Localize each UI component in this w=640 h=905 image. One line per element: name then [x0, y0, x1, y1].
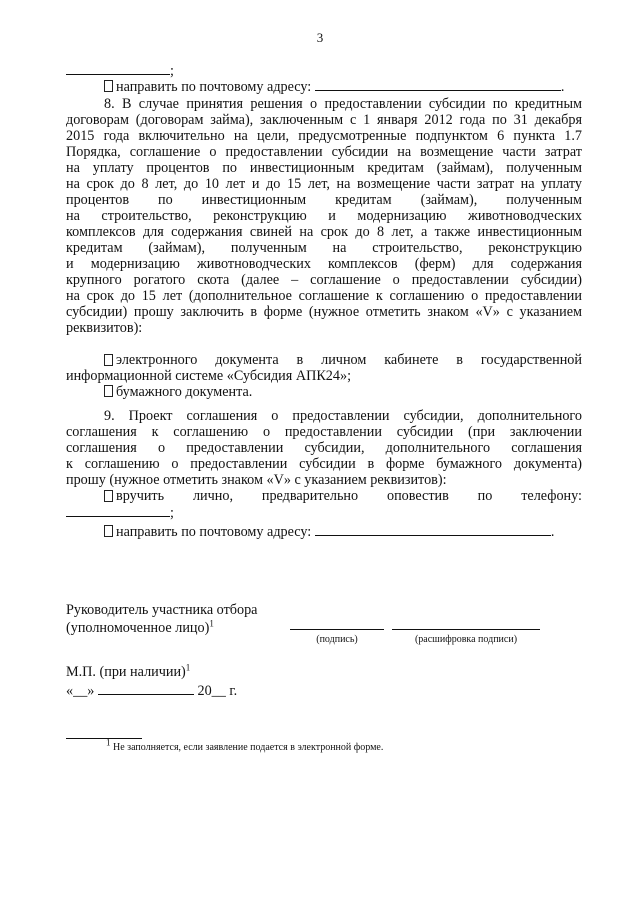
paragraph-line: на уплату процентов по инвестиционным кредитам (займам), полученным	[66, 160, 582, 176]
phone-blank[interactable]	[66, 62, 170, 75]
footnote-divider	[66, 738, 142, 739]
stamp-date-block	[66, 664, 582, 698]
checkbox-icon[interactable]	[104, 490, 113, 502]
mail-option-line: направить по почтовому адресу: .	[66, 78, 582, 94]
option-electronic-label: электронного документа в личном кабинете в государственной	[116, 352, 582, 368]
paragraph-line: соглашения к соглашению о предоставлении субсидии (при заключении	[66, 424, 582, 440]
paragraph-line: 2015 года включительно на цели, предусмотренные подпунктом 6 пункта 1.7	[66, 128, 582, 144]
item-9-paragraph	[66, 408, 582, 539]
paragraph-line: договорам (договорам займа), заключенным с 1 января 2012 года по 31 декабря	[66, 112, 582, 128]
paragraph-line: комплексов для содержания свиней на срок до 8 лет, а также инвестиционным	[66, 224, 582, 240]
option-mail[interactable]: направить по почтовому адресу: .	[66, 523, 582, 539]
decoding-caption: (расшифровка подписи)	[414, 634, 518, 645]
head-label-cont: (уполномоченное лицо)$^1$	[66, 618, 214, 636]
paragraph-line: на срок до 8 лет, до 10 лет и до 15 лет, на возмещение части затрат на уплату	[66, 176, 582, 192]
checkbox-icon[interactable]	[104, 385, 113, 397]
item-8-paragraph	[66, 96, 582, 336]
phone-blank-line: ;	[66, 62, 582, 78]
paragraph-line: на срок до 15 лет (дополнительное соглашение к соглашению о предоставлении	[66, 288, 582, 304]
address-blank[interactable]	[315, 523, 551, 536]
stamp-label: М.П. (при наличии)$^1$	[66, 662, 191, 680]
paragraph-line: 9. Проект соглашения о предоставлении субсидии, дополнительного	[104, 408, 582, 424]
footnote-text: Не заполняется, если заявление подается в электронной форме.	[113, 742, 384, 753]
option-hand-label: вручить лично, предварительно оповестив по телефону:	[116, 488, 582, 504]
page-number: 3	[316, 30, 324, 45]
top-continuation	[66, 62, 582, 94]
date-line	[66, 682, 582, 698]
paragraph-line: соглашения о предоставлении субсидии, дополнительного соглашения	[66, 440, 582, 456]
item-8-options	[66, 352, 582, 400]
signature-block	[66, 602, 582, 636]
option-paper[interactable]	[66, 384, 582, 400]
paragraph-line: реквизитов):	[66, 320, 143, 336]
checkbox-icon[interactable]	[104, 80, 113, 92]
paragraph-line: субсидии) прошу заключить в форме (нужное отметить знаком «V» с указанием	[66, 304, 582, 320]
option-hand[interactable]	[66, 488, 582, 504]
footnote	[106, 737, 384, 756]
option-electronic[interactable]	[66, 352, 582, 368]
paragraph-line: к соглашению о предоставлении субсидии в форме бумажного документа)	[66, 456, 582, 472]
option-paper-label: бумажного документа.	[116, 384, 253, 400]
paragraph-line: 8. В случае принятия решения о предоставлении субсидии по кредитным	[104, 96, 582, 112]
date-day[interactable]: «__»	[66, 683, 95, 699]
signature-decoding-field[interactable]	[392, 629, 540, 630]
date-year[interactable]: 20__ г.	[197, 683, 238, 699]
paragraph-line: и модернизацию животноводческих комплексов (ферм) для содержания	[66, 256, 582, 272]
phone-blank[interactable]	[66, 504, 170, 517]
checkbox-icon[interactable]	[104, 525, 113, 537]
footnote-number: 1	[106, 737, 111, 748]
head-label: Руководитель участника отбора	[66, 602, 258, 618]
option-mail-label: направить по почтовому адресу:	[116, 524, 312, 540]
signature-caption: (подпись)	[316, 634, 358, 645]
paragraph-line: процентов по инвестиционным кредитам (займам), полученным	[66, 192, 582, 208]
mail-option-label: направить по почтовому адресу:	[116, 79, 312, 95]
date-month-blank[interactable]	[98, 682, 194, 695]
address-blank[interactable]	[315, 78, 561, 91]
footnote-mark: 1	[209, 618, 214, 629]
signature-field[interactable]	[290, 629, 384, 630]
checkbox-icon[interactable]	[104, 354, 113, 366]
paragraph-line: прошу (нужное отметить знаком «V» с указанием реквизитов):	[66, 472, 447, 488]
paragraph-line: кредитам (займам), полученным на строительство, реконструкцию	[66, 240, 582, 256]
phone-blank-line: ;	[66, 504, 582, 520]
option-electronic-label-cont: информационной системе «Субсидия АПК24»;	[66, 368, 352, 384]
paragraph-line: Порядка, соглашение о предоставлении субсидии на возмещение части затрат	[66, 144, 582, 160]
paragraph-line: крупного рогатого скота (далее – соглашение о предоставлении субсидии)	[66, 272, 582, 288]
paragraph-line: на строительство, реконструкцию и модернизацию животноводческих	[66, 208, 582, 224]
footnote-mark: 1	[185, 662, 191, 673]
